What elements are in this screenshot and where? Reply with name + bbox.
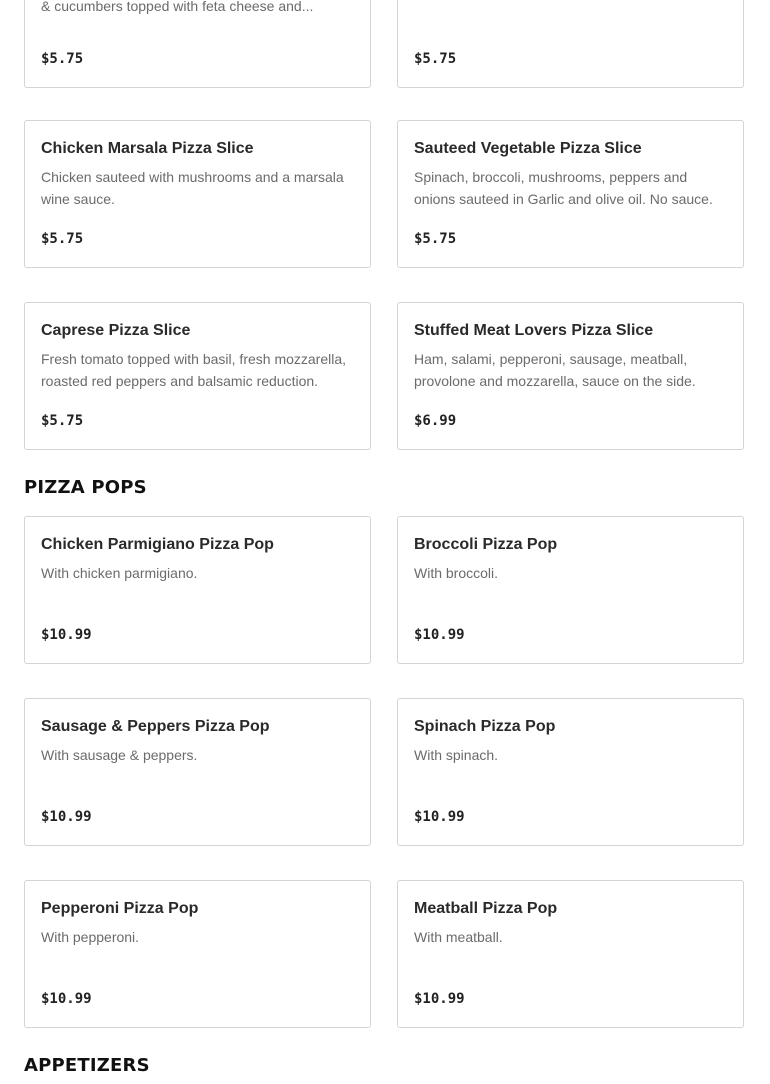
menu-item-card[interactable] [397,302,744,450]
menu-item-description [41,0,356,17]
menu-item-card[interactable] [397,698,744,846]
menu-item-name: Pepperoni Pizza Pop [41,900,199,917]
menu-item-description: Ham, salami, pepperoni, sausage, meatball, provolone and mozzarella, sauce on the side. [414,351,696,389]
menu-item-card[interactable] [397,0,744,88]
menu-item-description: With sausage & peppers. [41,747,198,763]
menu-item-price: $10.99 [414,991,465,1007]
section-title-appetizers: APPETIZERS [24,1055,150,1076]
menu-item-price: $10.99 [41,627,92,643]
menu-item-description: With pepperoni. [41,929,140,945]
menu-item-name: Sausage & Peppers Pizza Pop [41,718,270,735]
menu-item-description: Spinach, broccoli, mushrooms, peppers and onions sauteed in Garlic and olive oil. No sauce. [414,169,713,207]
menu-item-price: $10.99 [414,627,465,643]
menu-item-card[interactable] [24,698,371,846]
menu-item-card[interactable] [24,0,371,88]
menu-item-description: With chicken parmigiano. [41,565,198,581]
menu-item-price: $5.75 [41,413,84,429]
menu-item-description: With broccoli. [414,565,499,581]
menu-item-name: Meatball Pizza Pop [414,900,558,917]
menu-item-name: Caprese Pizza Slice [41,322,191,339]
menu-item-name: Chicken Marsala Pizza Slice [41,140,254,157]
menu-item-price: $10.99 [41,991,92,1007]
menu-item-card[interactable] [24,120,371,268]
section-title-pizza-pops: PIZZA POPS [24,477,147,498]
menu-item-description: Fresh tomato topped with basil, fresh mozzarella, roasted red peppers and balsamic reduction. [41,351,347,389]
menu-item-card[interactable] [24,516,371,664]
menu-item-description-line: & cucumbers topped with feta cheese and... [41,0,314,14]
menu-item-name: Chicken Parmigiano Pizza Pop [41,536,274,553]
menu-item-description: With meatball. [414,929,503,945]
menu-item-price: $5.75 [41,231,84,247]
menu-item-description: Chicken sauteed with mushrooms and a marsala wine sauce. [41,169,344,207]
menu-item-card[interactable] [397,120,744,268]
menu-item-price: $5.75 [414,51,457,67]
menu-item-card[interactable] [24,302,371,450]
menu-item-card[interactable] [397,880,744,1028]
menu-item-price: $5.75 [41,51,84,67]
menu-item-card[interactable] [397,516,744,664]
menu-item-name: Stuffed Meat Lovers Pizza Slice [414,322,654,339]
menu-item-name: Broccoli Pizza Pop [414,536,558,553]
menu-item-price: $5.75 [414,231,457,247]
menu-item-price: $6.99 [414,413,457,429]
menu-item-price: $10.99 [414,809,465,825]
menu-item-name: Spinach Pizza Pop [414,718,556,735]
menu-item-description: With spinach. [414,747,499,763]
menu-item-card[interactable] [24,880,371,1028]
menu-item-price: $10.99 [41,809,92,825]
menu-item-name: Sauteed Vegetable Pizza Slice [414,140,642,157]
